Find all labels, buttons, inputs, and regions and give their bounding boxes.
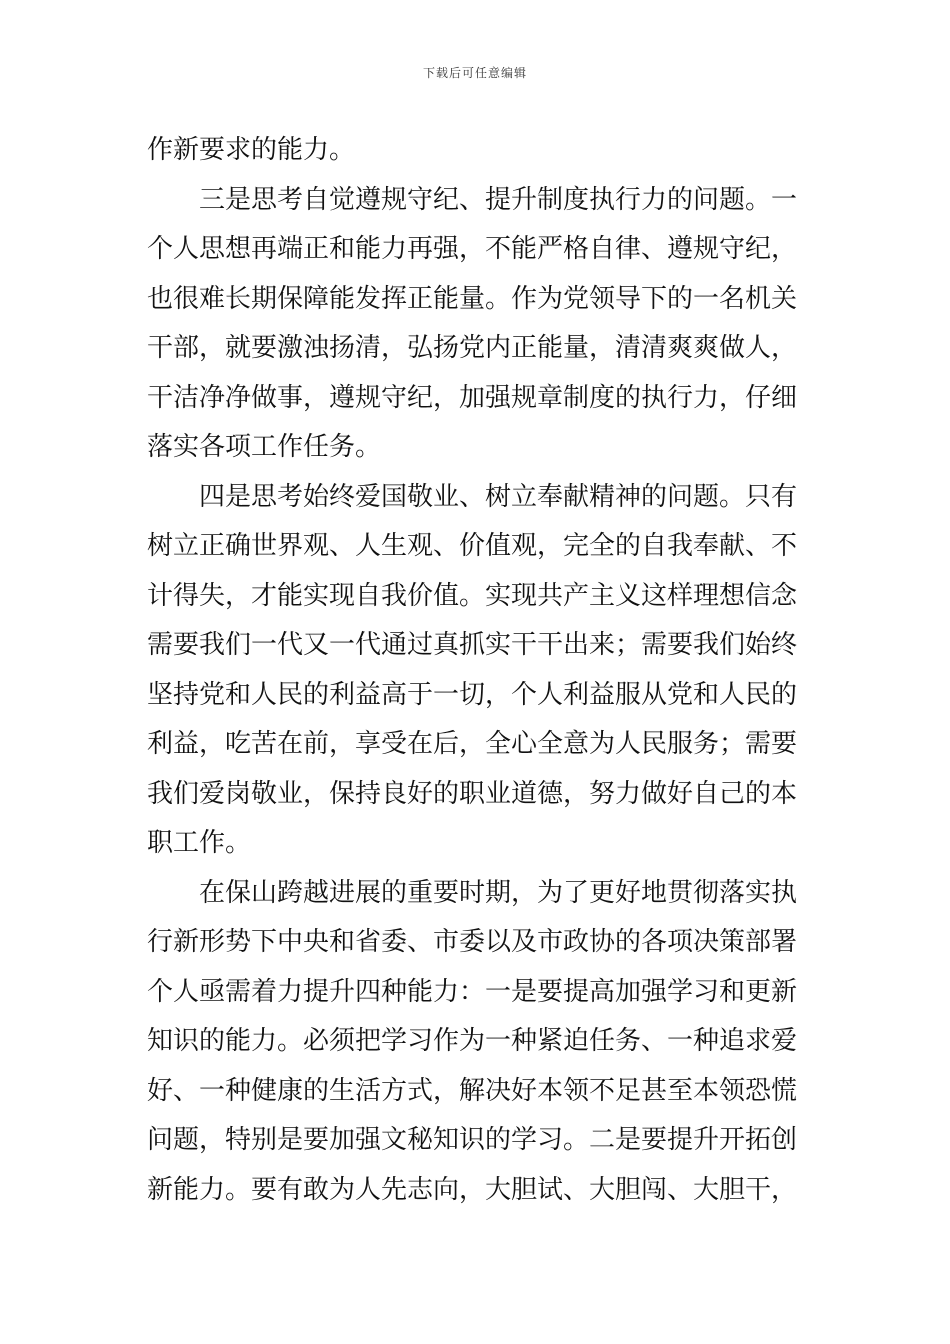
text-line: 利益，吃苦在前，享受在后，全心全意为人民服务；需要: [147, 729, 798, 759]
text-line: 三是思考自觉遵规守纪、提升制度执行力的问题。一: [199, 184, 798, 215]
text-line: 在保山跨越进展的重要时期，为了更好地贯彻落实执: [199, 877, 798, 908]
text-line: 树立正确世界观、人生观、价值观，完全的自我奉献、不: [147, 531, 798, 561]
text-line: 落实各项工作任务。: [147, 432, 382, 462]
text-line: 职工作。: [147, 828, 252, 858]
text-line: 也很难长期保障能发挥正能量。作为党领导下的一名机关: [147, 283, 798, 314]
text-line: 计得失，才能实现自我价值。实现共产主义这样理想信念: [147, 580, 798, 611]
text-line: 问题，特别是要加强文秘知识的学习。二是要提升开拓创: [147, 1125, 798, 1155]
text-line: 个人亟需着力提升四种能力：一是要提高加强学习和更新: [147, 976, 798, 1007]
text-line: 干洁净净做事，遵规守纪，加强规章制度的执行力，仔细: [147, 382, 798, 413]
text-line: 干部，就要激浊扬清，弘扬党内正能量，清清爽爽做人，: [147, 333, 798, 363]
text-line: 四是思考始终爱国敬业、树立奉献精神的问题。只有: [199, 481, 798, 512]
text-line: 需要我们一代又一代通过真抓实干干出来；需要我们始终: [147, 630, 798, 660]
text-line: 行新形势下中央和省委、市委以及市政协的各项决策部署: [147, 927, 798, 957]
document-body: [147, 126, 813, 1215]
text-line: 新能力。要有敢为人先志向，大胆试、大胆闯、大胆干，: [147, 1174, 798, 1205]
text-line: 我们爱岗敬业，保持良好的职业道德，努力做好自己的本: [147, 778, 798, 809]
text-line: 作新要求的能力。: [147, 135, 356, 165]
page-header: 下载后可任意编辑: [422, 66, 527, 80]
text-line: 个人思想再端正和能力再强，不能严格自律、遵规守纪，: [147, 234, 798, 264]
text-line: 知识的能力。必须把学习作为一种紧迫任务、一种追求爱: [147, 1026, 798, 1056]
text-line: 坚持党和人民的利益高于一切，个人利益服从党和人民的: [147, 679, 798, 710]
text-line: 好、一种健康的生活方式，解决好本领不足甚至本领恐慌: [147, 1075, 798, 1106]
